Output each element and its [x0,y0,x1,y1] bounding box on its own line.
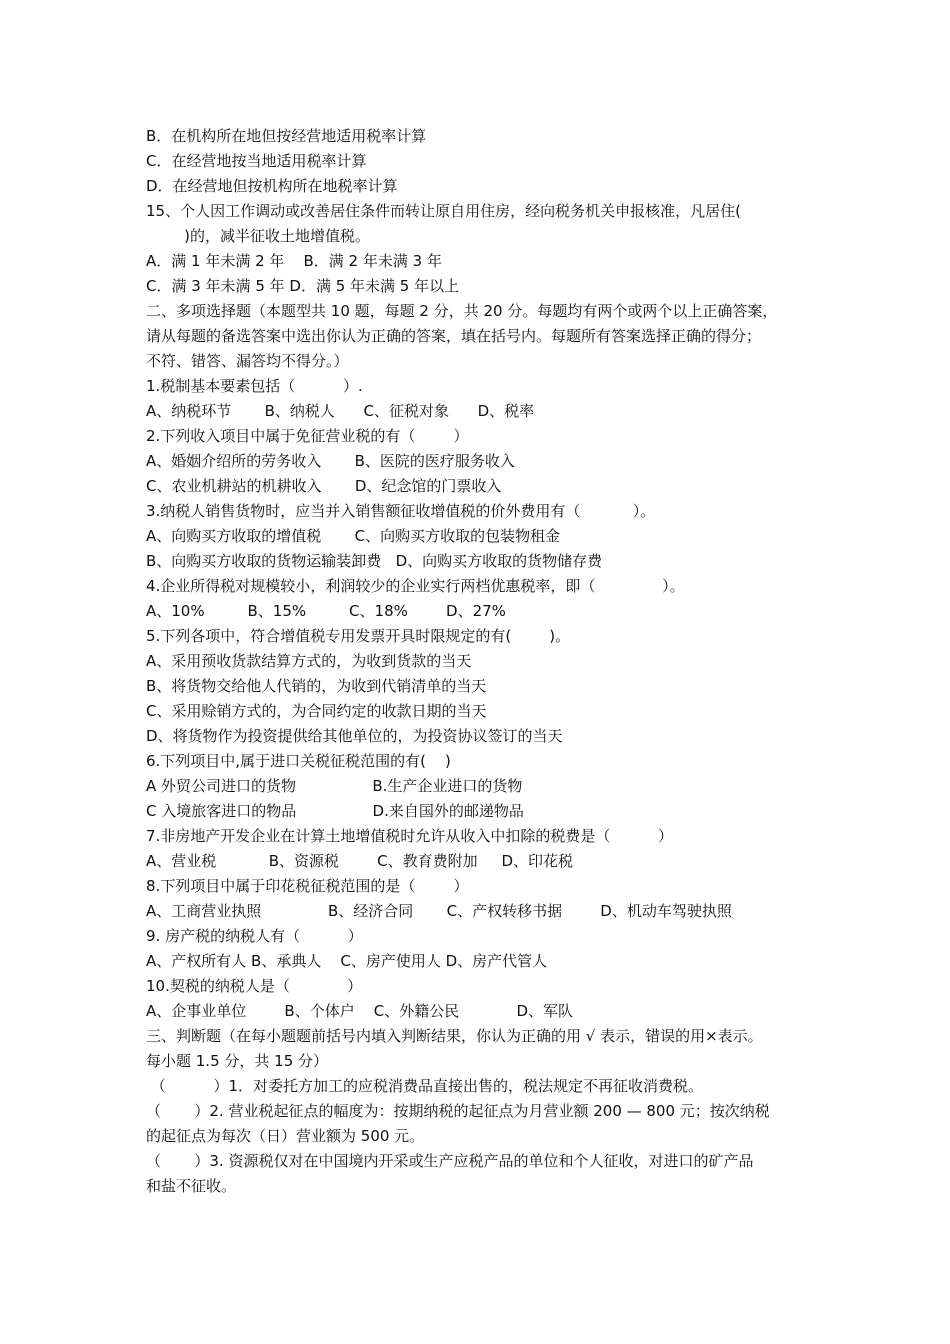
question-6: 6.下列项目中,属于进口关税征税范围的有( ) [146,752,451,770]
true-false-item-1: （ ）1．对委托方加工的应税消费品直接出售的，税法规定不再征收消费税。 [146,1077,703,1095]
question-7: 7.非房地产开发企业在计算土地增值税时允许从收入中扣除的税费是（ ） [146,827,673,845]
option-line: C．满 3 年未满 5 年 D．满 5 年未满 5 年以上 [146,277,460,295]
option-line: A、10% B、15% C、18% D、27% [146,602,506,620]
true-false-item-3: （ ）3. 资源税仅对在中国境内开采或生产应税产品的单位和个人征收，对进口的矿产品 [146,1152,754,1170]
question-2: 2.下列收入项目中属于免征营业税的有（ ） [146,427,469,445]
option-line: A．满 1 年未满 2 年 B．满 2 年未满 3 年 [146,252,442,270]
option-line: A、工商营业执照 B、经济合同 C、产权转移书据 D、机动车驾驶执照 [146,902,732,920]
option-line: A、纳税环节 B、纳税人 C、征税对象 D、税率 [146,402,535,420]
option-line: A、产权所有人 B、承典人 C、房产使用人 D、房产代管人 [146,952,548,970]
question-1: 1.税制基本要素包括（ ）. [146,377,363,395]
option-line: A、向购买方收取的增值税 C、向购买方收取的包装物租金 [146,527,561,545]
document-body [146,124,826,1199]
question-3: 3.纳税人销售货物时，应当并入销售额征收增值税的价外费用有（ ）。 [146,502,656,520]
true-false-item-2: （ ）2. 营业税起征点的幅度为：按期纳税的起征点为月营业额 200 — 800 元；按次纳税 [146,1102,770,1120]
true-false-item-3-continued: 和盐不征收。 [146,1177,237,1195]
option-line: A、营业税 B、资源税 C、教育费附加 D、印花税 [146,852,574,870]
question-15-continued: )的，减半征收土地增值税。 [146,227,370,245]
option-line: B、将货物交给他人代销的，为收到代销清单的当天 [146,677,487,695]
question-15: 15、个人因工作调动或改善居住条件而转让原自用住房，经向税务机关申报核准，凡居住( [146,202,741,220]
option-line: B．在机构所在地但按经营地适用税率计算 [146,127,427,145]
option-line: D、将货物作为投资提供给其他单位的，为投资协议签订的当天 [146,727,563,745]
option-line: B、向购买方收取的货物运输装卸费 D、向购买方收取的货物储存费 [146,552,603,570]
option-line: C、采用赊销方式的，为合同约定的收款日期的当天 [146,702,487,720]
option-line: D．在经营地但按机构所在地税率计算 [146,177,398,195]
option-line: C 入境旅客进口的物品 D.来自国外的邮递物品 [146,802,524,820]
section-heading-multiple-choice: 二、多项选择题（本题型共 10 题，每题 2 分，共 20 分。每题均有两个或两个以上正确答案， [146,302,778,320]
question-5: 5.下列各项中，符合增值税专用发票开具时限规定的有( )。 [146,627,571,645]
section-instructions: 请从每题的备选答案中选出你认为正确的答案，填在括号内。每题所有答案选择正确的得分； [146,327,762,345]
option-line: C．在经营地按当地适用税率计算 [146,152,367,170]
question-8: 8.下列项目中属于印花税征税范围的是（ ） [146,877,469,895]
section-heading-true-false: 三、判断题（在每小题题前括号内填入判断结果，你认为正确的用 √ 表示，错误的用×表示。 [146,1027,763,1045]
question-10: 10.契税的纳税人是（ ） [146,977,363,995]
question-9: 9. 房产税的纳税人有（ ） [146,927,363,945]
section-instructions: 不符、错答、漏答均不得分。） [146,352,349,370]
option-line: A、婚姻介绍所的劳务收入 B、医院的医疗服务收入 [146,452,515,470]
option-line: A 外贸公司进口的货物 B.生产企业进口的货物 [146,777,523,795]
option-line: A、采用预收货款结算方式的，为收到货款的当天 [146,652,472,670]
question-4: 4.企业所得税对规模较小，利润较少的企业实行两档优惠税率，即（ ）。 [146,577,685,595]
section-instructions: 每小题 1.5 分，共 15 分） [146,1052,329,1070]
true-false-item-2-continued: 的起征点为每次（日）营业额为 500 元。 [146,1127,425,1145]
option-line: A、企事业单位 B、个体户 C、外籍公民 D、军队 [146,1002,574,1020]
option-line: C、农业机耕站的机耕收入 D、纪念馆的门票收入 [146,477,502,495]
